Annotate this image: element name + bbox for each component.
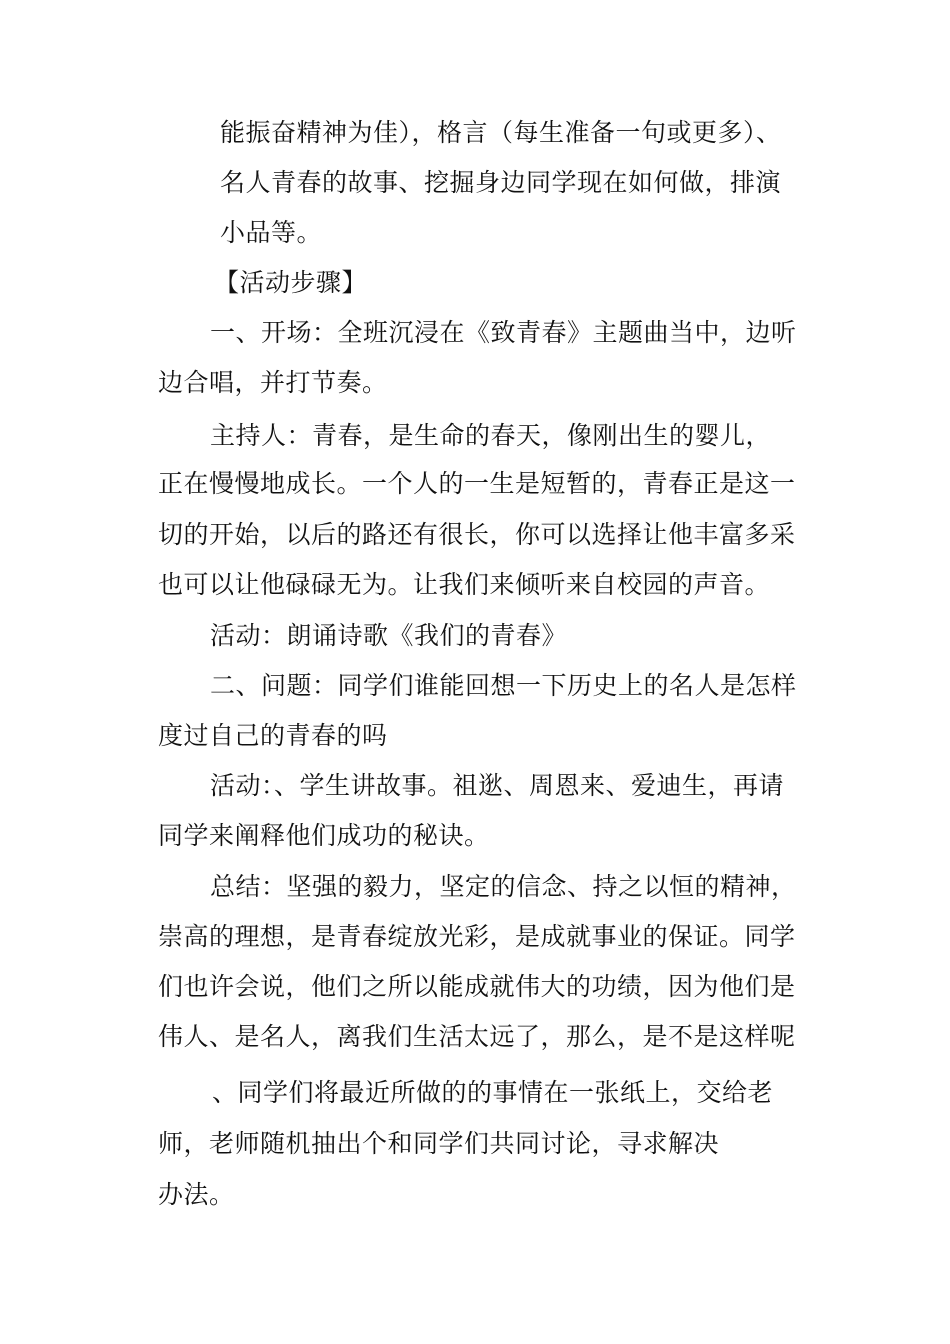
text-line: 切的开始，以后的路还有很长，你可以选择让他丰富多采 xyxy=(158,520,796,549)
text-line: 一、开场：全班沉浸在《致青春》主题曲当中，边听 xyxy=(210,318,797,347)
text-line: 同学来阐释他们成功的秘诀。 xyxy=(158,821,490,850)
text-line: 伟人、是名人，离我们生活太远了，那么，是不是这样呢 xyxy=(158,1022,796,1051)
text-line: 度过自己的青春的吗 xyxy=(158,721,388,750)
text-line: 、同学们将最近所做的的事情在一张纸上，交给老 xyxy=(212,1078,774,1107)
text-line: 活动：朗诵诗歌《我们的青春》 xyxy=(210,621,568,650)
text-line: 正在慢慢地成长。一个人的一生是短暂的，青春正是这一 xyxy=(158,469,796,498)
text-line: 边合唱，并打节奏。 xyxy=(158,368,388,397)
text-line: 总结：坚强的毅力，坚定的信念、持之以恒的精神， xyxy=(210,872,797,901)
text-line: 活动：、学生讲故事。祖逖、周恩来、爱迪生，再请 xyxy=(210,771,785,800)
text-line: 办法。 xyxy=(158,1180,235,1209)
text-line: 小品等。 xyxy=(220,218,323,247)
text-line: 师，老师随机抽出个和同学们共同讨论，寻求解决 xyxy=(158,1129,720,1158)
text-line: 崇高的理想，是青春绽放光彩，是成就事业的保证。同学 xyxy=(158,922,796,951)
text-line: 二、问题：同学们谁能回想一下历史上的名人是怎样 xyxy=(210,671,797,700)
text-line: 们也许会说，他们之所以能成就伟大的功绩，因为他们是 xyxy=(158,972,796,1001)
text-line: 名人青春的故事、挖掘身边同学现在如何做，排演 xyxy=(220,168,782,197)
text-line: 能振奋精神为佳），格言（每生准备一句或更多）、 xyxy=(220,118,782,147)
text-line: 也可以让他碌碌无为。让我们来倾听来自校园的声音。 xyxy=(158,570,771,599)
section-heading: 【活动步骤】 xyxy=(214,268,368,297)
text-line: 主持人：青春，是生命的春天，像刚出生的婴儿， xyxy=(210,421,772,450)
